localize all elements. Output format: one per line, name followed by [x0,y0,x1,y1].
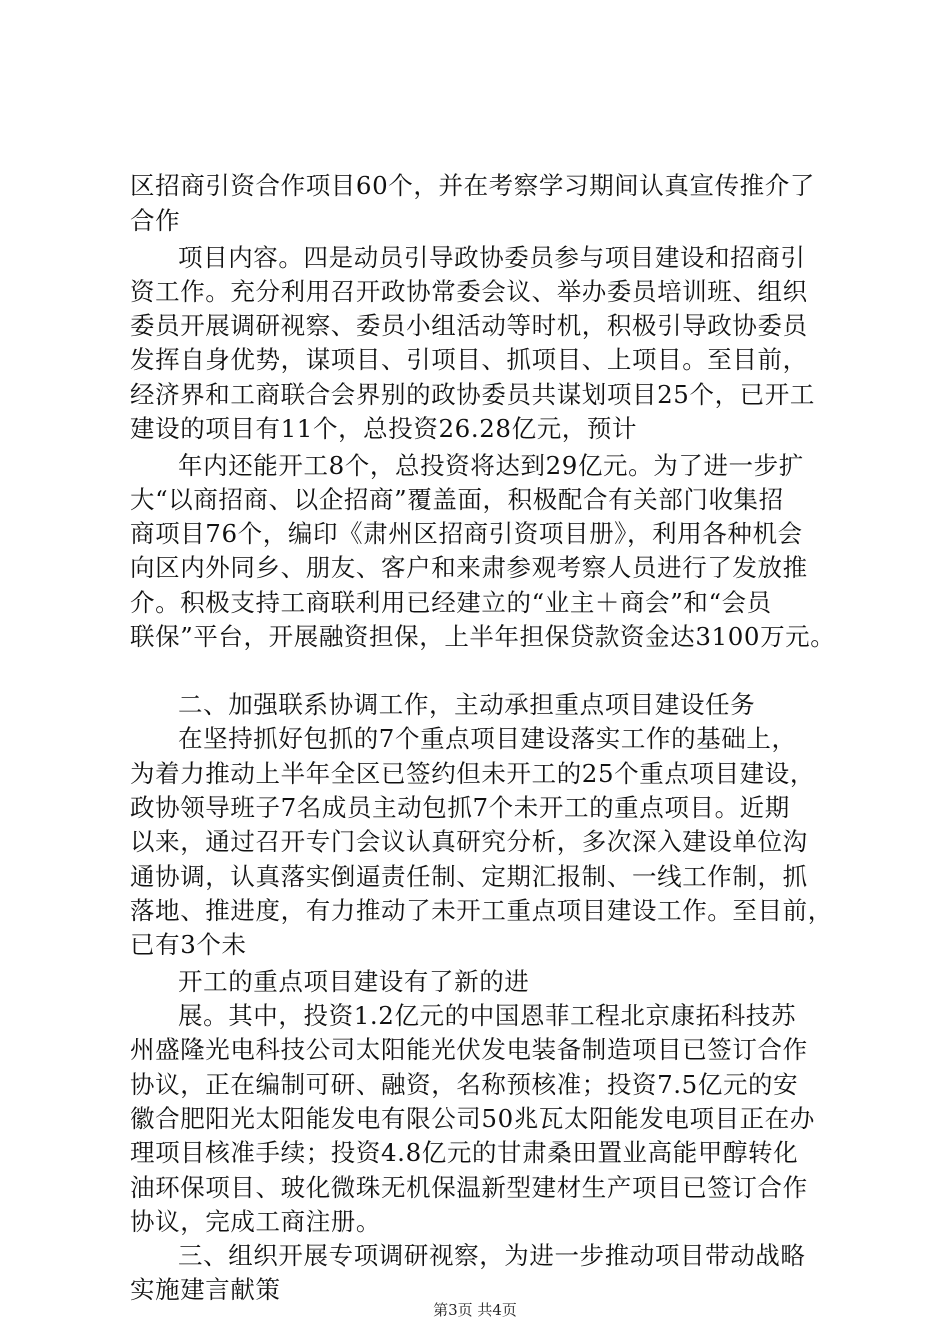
text-line: 通协调，认真落实倒逼责任制、定期汇报制、一线工作制，抓 [130,862,808,891]
text-line: 开工的重点项目建设有了新的进 [178,967,530,996]
text-line: 以来，通过召开专门会议认真研究分析，多次深入建设单位沟 [130,827,808,856]
text-line: 政协领导班子7名成员主动包抓7个未开工的重点项目。近期 [130,793,790,822]
text-line: 项目内容。四是动员引导政协委员参与项目建设和招商引 [178,243,806,272]
text-line: 大“以商招商、以企招商”覆盖面，积极配合有关部门收集招 [130,485,784,514]
text-line: 为着力推动上半年全区已签约但未开工的25个重点项目建设， [130,759,815,788]
text-line: 实施建言献策 [130,1275,281,1304]
text-line: 协议，正在编制可研、融资，名称预核准；投资7.5亿元的安 [130,1070,799,1099]
text-line: 已有3个未 [130,930,247,959]
text-line: 区招商引资合作项目60个，并在考察学习期间认真宣传推介了 [130,171,815,200]
section-heading: 二、加强联系协调工作，主动承担重点项目建设任务 [178,690,756,719]
text-line: 介。积极支持工商联利用已经建立的“业主＋商会”和“会员 [130,588,772,617]
text-line: 建设的项目有11个，总投资26.28亿元，预计 [130,414,638,443]
text-line: 资工作。充分利用召开政协常委会议、举办委员培训班、组织 [130,277,808,306]
section-heading: 三、组织开展专项调研视察，为进一步推动项目带动战略 [178,1241,806,1270]
text-line: 徽合肥阳光太阳能发电有限公司50兆瓦太阳能发电项目正在办 [130,1104,815,1133]
text-line: 年内还能开工8个，总投资将达到29亿元。为了进一步扩 [178,451,804,480]
page-footer: 第3页 共4页 [433,1301,517,1319]
text-line: 经济界和工商联合会界别的政协委员共谋划项目25个，已开工 [130,380,815,409]
text-line: 协议，完成工商注册。 [130,1207,381,1236]
text-line: 落地、推进度，有力推动了未开工重点项目建设工作。至目前， [130,896,833,925]
text-line: 合作 [130,206,181,235]
text-line: 州盛隆光电科技公司太阳能光伏发电装备制造项目已签订合作 [130,1035,808,1064]
text-line: 展。其中，投资1.2亿元的中国恩菲工程北京康拓科技苏 [178,1001,797,1030]
text-line: 理项目核准手续；投资4.8亿元的甘肃桑田置业高能甲醇转化 [130,1138,799,1167]
text-line: 油环保项目、玻化微珠无机保温新型建材生产项目已签订合作 [130,1173,808,1202]
text-line: 商项目76个，编印《肃州区招商引资项目册》，利用各种机会 [130,519,803,548]
text-line: 向区内外同乡、朋友、客户和来肃参观考察人员进行了发放推 [130,553,808,582]
text-line: 委员开展调研视察、委员小组活动等时机，积极引导政协委员 [130,311,808,340]
text-line: 发挥自身优势，谋项目、引项目、抓项目、上项目。至目前， [130,345,808,374]
text-line: 联保”平台，开展融资担保，上半年担保贷款资金达3100万元。 [130,622,836,651]
text-line: 在坚持抓好包抓的7个重点项目建设落实工作的基础上， [178,724,797,753]
